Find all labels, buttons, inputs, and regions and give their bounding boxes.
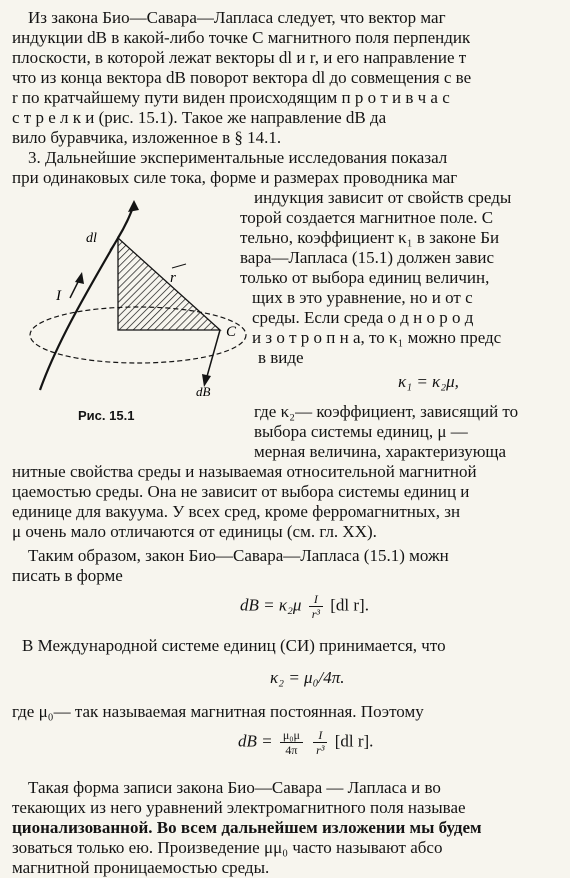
formula-lhs: dB = κ₂μ xyxy=(240,595,302,615)
formula-lhs: dB = xyxy=(238,731,273,751)
label-dl: dl xyxy=(86,231,97,246)
text-line: r по кратчайшему пути виден происходящим п р о т и в ч а с xyxy=(12,88,450,107)
text-line: индукция завиcит от свойств среды xyxy=(254,188,512,207)
label-current: I xyxy=(56,288,61,304)
text-line: плоскости, в которой лежат векторы dl и r, и его направление т xyxy=(12,48,467,67)
text-line: Таким образом, закон Био—Савара—Лапласа (15.1) можн xyxy=(28,546,449,565)
text-line: вара—Лапласа (15.1) должен завис xyxy=(240,248,494,267)
text-line: только от выбора единиц величин, xyxy=(240,268,490,287)
text-line: выбора системы единиц, μ — xyxy=(254,422,468,441)
text-line: писать в форме xyxy=(12,566,123,585)
figure-caption: Рис. 15.1 xyxy=(78,408,135,423)
formula-k2: κ₂ = μ₀/4π. xyxy=(270,668,345,687)
text-line: нитные свойства среды и называемая относительной магнитной xyxy=(12,462,477,481)
biot-savart-diagram xyxy=(18,190,248,400)
text-line: μ очень мало отличаются от единицы (см. гл. XX). xyxy=(12,522,377,541)
text-line: 3. Дальнейшие экспериментальные исследования показал xyxy=(28,148,448,167)
text-line: тельно, коэффициент κ₁ в законе Би xyxy=(240,228,500,247)
label-point-c: C xyxy=(226,324,237,340)
label-db: dB xyxy=(196,384,211,399)
denominator: r³ xyxy=(311,607,320,621)
text-line: В Международной системе единиц (СИ) принимается, что xyxy=(22,636,446,655)
text-line: Из закона Био—Савара—Лапласа следует, что вектор маг xyxy=(28,8,446,27)
text-line: магнитной проницаемостью среды. xyxy=(12,858,270,877)
text-line: Такая форма записи закона Био—Савара — Лапласа и во xyxy=(28,778,441,797)
text-line: среды. Если среда о д н о р о д xyxy=(252,308,474,327)
fraction xyxy=(280,728,303,757)
text-line: при одинаковых силе тока, форме и размерах проводника маг xyxy=(12,168,458,187)
text-line: торой создается магнитное поле. С xyxy=(240,208,494,227)
text-line: ционализованной. Во всем дальнейшем изложении мы будем xyxy=(12,818,482,837)
figure-15-1 xyxy=(18,190,248,430)
text-line: щих в это уравнение, но и от с xyxy=(252,288,473,307)
formula-db-1 xyxy=(240,592,369,621)
text-line: индукции dB в какой-либо точке C магнитного поля перпендик xyxy=(12,28,471,47)
text-line: что из конца вектора dB поворот вектора dl до совмещения с ве xyxy=(12,68,472,87)
text-line: вило буравчика, изложенное в § 14.1. xyxy=(12,128,282,147)
text-line: и з о т р о п н а, то κ₁ можно предс xyxy=(252,328,502,347)
text-line: с т р е л к и (рис. 15.1). Такое же направление dB да xyxy=(12,108,387,127)
formula-db-2 xyxy=(238,728,373,757)
formula-k1: κ₁ = κ₂μ, xyxy=(398,372,459,391)
denominator: r³ xyxy=(316,743,325,757)
text-line: мерная величина, характеризующа xyxy=(254,442,507,461)
fraction xyxy=(309,592,323,621)
denominator: 4π xyxy=(285,743,298,757)
formula-rhs: [dl r]. xyxy=(334,731,374,751)
text-line: текающих из него уравнений электромагнитного поля называе xyxy=(12,798,466,817)
text-line: где μ₀— так называемая магнитная постоянная. Поэтому xyxy=(12,702,424,721)
text-line: единице для вакуума. У всех сред, кроме ферромагнитных, зн xyxy=(12,502,461,521)
numerator: I xyxy=(313,728,327,743)
text-line: зоваться только ею. Произведение μμ₀ часто называют абсо xyxy=(12,838,443,857)
label-r: r xyxy=(170,270,176,286)
text-line: цаемостью среды. Она не зависит от выбора системы единиц и xyxy=(12,482,470,501)
text-line: в виде xyxy=(258,348,304,367)
text-line: где κ₂— коэффициент, зависящий то xyxy=(254,402,519,421)
numerator: I xyxy=(309,592,323,607)
fraction xyxy=(313,728,327,757)
formula-rhs: [dl r]. xyxy=(330,595,369,615)
numerator: μ₀μ xyxy=(280,728,303,743)
